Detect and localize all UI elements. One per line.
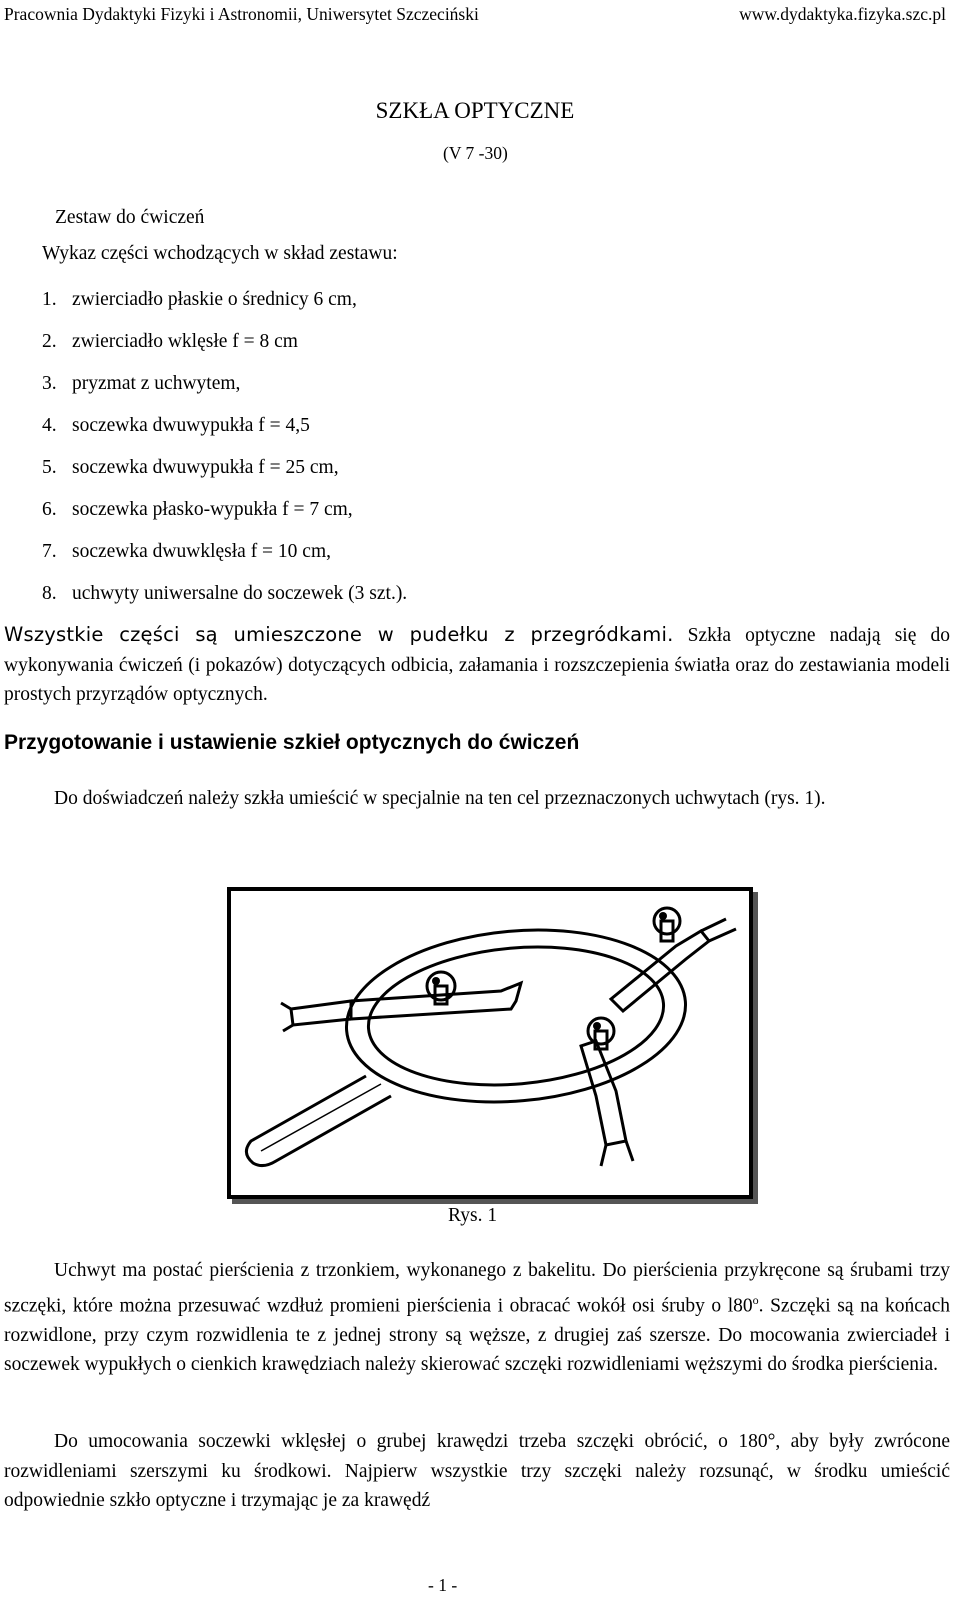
paragraph-storage-rest: Szkła optyczne nadają się do wykonywania ćwiczeń (i pokazów) dotyczących odbicia, załamania i rozszczepienia światła oraz do zestawiania modeli prostych przyrządów optycznych.	[4, 625, 951, 705]
list-item: 1. zwierciadło płaskie o średnicy 6 cm,	[42, 289, 357, 310]
list-item: 5. soczewka dwuwypukła f = 25 cm,	[42, 457, 339, 478]
subtitle: Zestaw do ćwiczeń	[55, 207, 205, 228]
set-code: (V 7 -30)	[443, 143, 508, 163]
section-heading: Przygotowanie i ustawienie szkieł optycznych do ćwiczeń	[4, 731, 580, 754]
page-title: SZKŁA OPTYCZNE	[375, 98, 575, 123]
list-item: 2. zwierciadło wklęsłe f = 8 cm	[42, 331, 298, 352]
header-website: www.dydaktyka.fizyka.szc.pl	[739, 4, 946, 24]
figure-lens-holder	[227, 887, 753, 1199]
parts-list-intro: Wykaz części wchodzących w skład zestawu:	[42, 243, 398, 264]
list-item: 4. soczewka dwuwypukła f = 4,5	[42, 415, 310, 436]
figure-caption: Rys. 1	[448, 1205, 498, 1226]
header-institution: Pracownia Dydaktyki Fizyki i Astronomii, Uniwersytet Szczeciński	[4, 4, 479, 24]
paragraph-holder-description: Uchwyt ma postać pierścienia z trzonkiem, wykonanego z bakelitu. Do pierścienia przykręcone są śrubami trzy szczęki, które można przesuwać wzdłuż promieni pierścienia i obracać wokół osi śruby o l80$^o$. Szczęki są na końcach rozwidlone, przy czym rozwidlenia te z jednej strony są węższe, z drugiej zaś szersze. Do mocowania zwierciadeł i soczewek wypukłych o cienkich krawędziach należy skierować szczęki rozwidleniami węższymi do środka pierścienia.	[4, 1260, 951, 1375]
list-item: 8. uchwyty uniwersalne do soczewek (3 szt.).	[42, 583, 408, 604]
lens-holder-illustration	[231, 891, 749, 1195]
paragraph-storage-lead: Wszystkie części są umieszczone w pudełku z przegródkami.	[4, 623, 674, 646]
list-item: 6. soczewka płasko-wypukła f = 7 cm,	[42, 499, 353, 520]
list-item: 3. pryzmat z uchwytem,	[42, 373, 241, 394]
page-number: - 1 -	[428, 1575, 458, 1595]
handle-outline	[246, 1076, 391, 1166]
parts-list	[42, 279, 407, 615]
paragraph-storage	[4, 620, 950, 710]
paragraph-concave-lens: Do umocowania soczewki wklęsłej o grubej krawędzi trzeba szczęki obrócić, o 180°, aby były zwrócone rozwidleniami szerszymi ku środkowi. Najpierw wszystkie trzy szczęki należy rozsunąć, w środku umieścić odpowiednie szkło optyczne i trzymając je za krawędź	[4, 1431, 950, 1511]
list-item: 7. soczewka dwuwklęsła f = 10 cm,	[42, 541, 332, 562]
paragraph-holders: Do doświadczeń należy szkła umieścić w specjalnie na ten cel przeznaczonych uchwytach (rys. 1).	[54, 788, 826, 809]
